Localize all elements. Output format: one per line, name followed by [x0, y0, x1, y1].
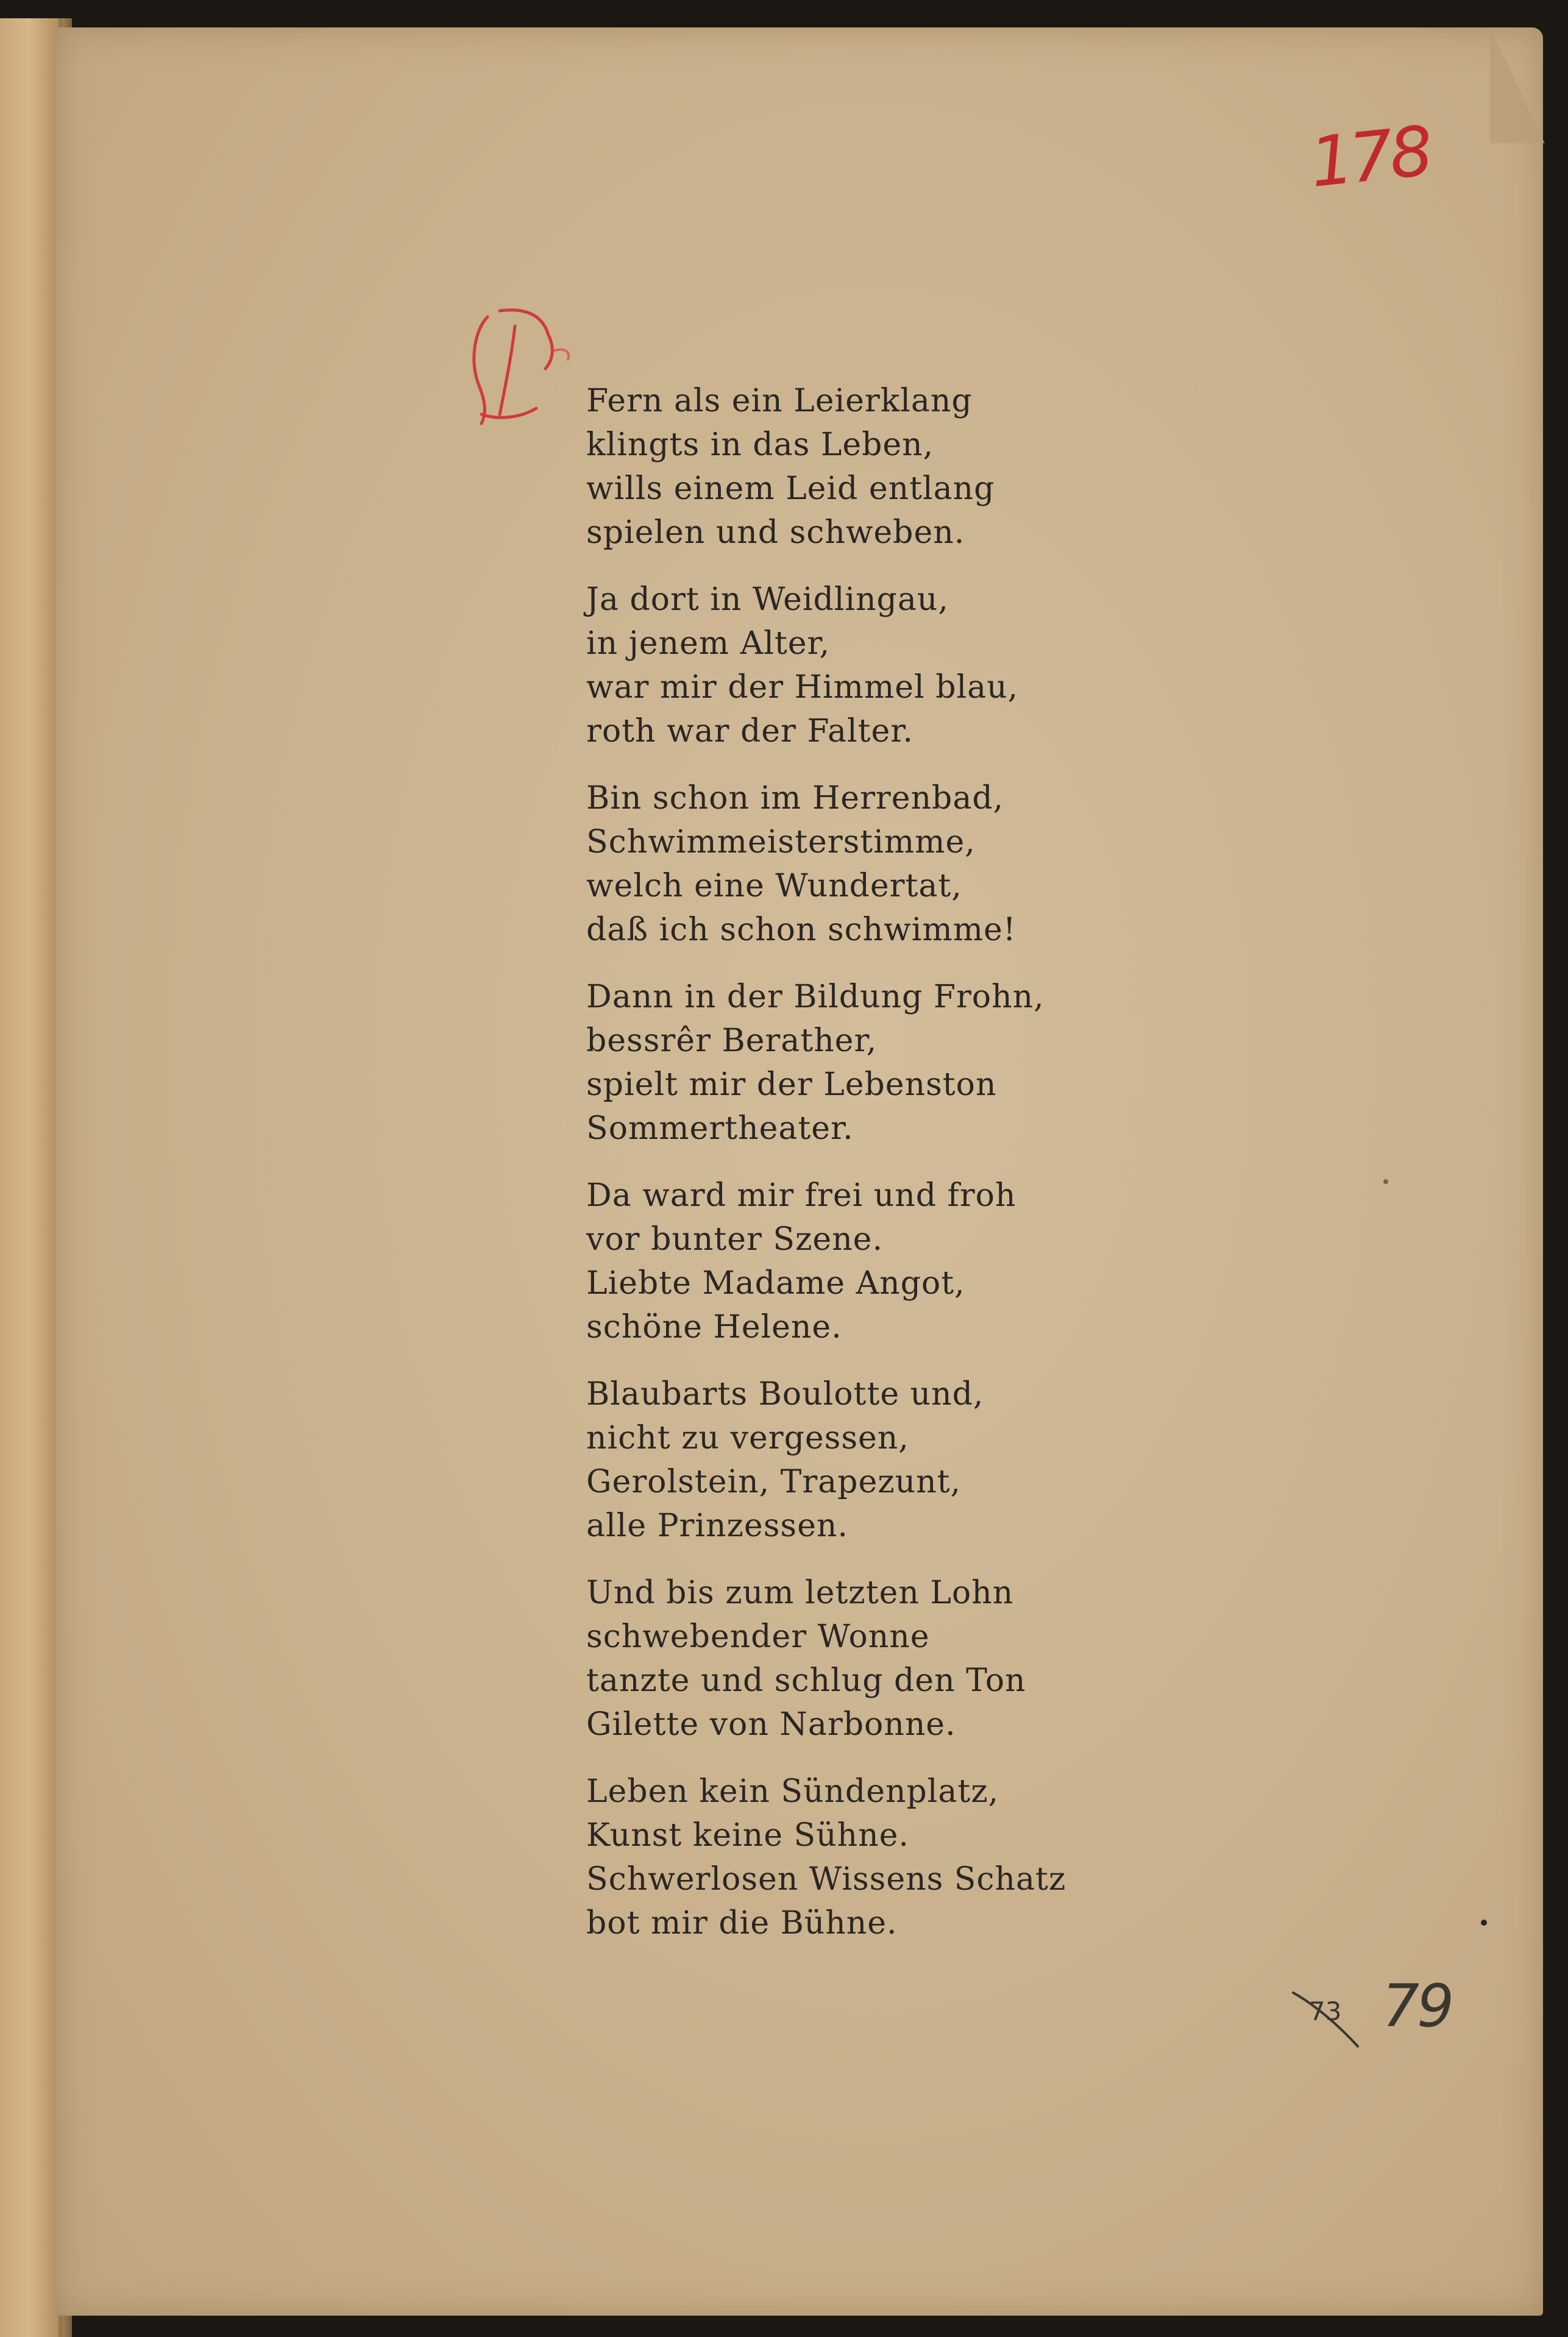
poem-line: Und bis zum letzten Lohn: [586, 1575, 1014, 1611]
stanza: [586, 1372, 1123, 1548]
poem-line: daß ich schon schwimme!: [586, 912, 1016, 948]
stanza: [586, 975, 1123, 1151]
poem-line: Gerolstein, Trapezunt,: [586, 1464, 962, 1500]
poem-line: Schwimmeisterstimme,: [586, 824, 976, 860]
ink-speck: [1383, 1179, 1388, 1184]
poem-line: Leben kein Sündenplatz,: [586, 1773, 999, 1810]
poem-line: war mir der Himmel blau,: [586, 669, 1019, 706]
poem-line: bessrêr Berather,: [586, 1023, 878, 1059]
stanza: [586, 578, 1123, 753]
poem-line: in jenem Alter,: [586, 625, 831, 662]
poem-line: roth war der Falter.: [586, 713, 913, 750]
poem-line: welch eine Wundertat,: [586, 868, 962, 904]
stanza: [586, 776, 1123, 952]
poem-line: Bin schon im Herrenbad,: [586, 780, 1004, 817]
handwritten-page-number: 79: [1382, 1972, 1452, 2040]
poem-line: Dann in der Bildung Frohn,: [586, 979, 1045, 1015]
poem-line: Liebte Madame Angot,: [586, 1265, 965, 1302]
stanza: [586, 1571, 1123, 1747]
poem-line: klingts in das Leben,: [586, 427, 934, 463]
poem-line: schwebender Wonne: [586, 1619, 930, 1655]
poem-line: spielen und schweben.: [586, 514, 965, 551]
poem-line: Gilette von Narbonne.: [586, 1706, 956, 1743]
poem-line: alle Prinzessen.: [586, 1508, 848, 1544]
poem-line: Ja dort in Weidlingau,: [586, 581, 949, 618]
printed-page-number: 73: [1309, 1996, 1342, 2026]
stanza: [586, 1174, 1123, 1349]
poem-line: wills einem Leid entlang: [586, 470, 995, 507]
poem-line: spielt mir der Lebenston: [586, 1066, 997, 1103]
poem-line: Da ward mir frei und froh: [586, 1177, 1016, 1214]
red-margin-mark-icon: [463, 293, 573, 439]
poem-line: bot mir die Bühne.: [586, 1905, 898, 1942]
poem: [586, 379, 1123, 1968]
stanza: [586, 1770, 1123, 1945]
poem-line: schöne Helene.: [586, 1309, 842, 1346]
ink-speck: [1481, 1920, 1487, 1926]
stanza: [586, 379, 1123, 555]
poem-line: Schwerlosen Wissens Schatz: [586, 1861, 1066, 1898]
poem-line: nicht zu vergessen,: [586, 1420, 909, 1456]
poem-line: tanzte und schlug den Ton: [586, 1662, 1026, 1699]
poem-line: Fern als ein Leierklang: [586, 383, 973, 419]
pencil-page-numbers: [1291, 1968, 1452, 2048]
poem-line: vor bunter Szene.: [586, 1221, 883, 1258]
red-folio-number: 178: [1306, 112, 1433, 204]
poem-line: Kunst keine Sühne.: [586, 1817, 909, 1854]
poem-line: Sommertheater.: [586, 1110, 854, 1147]
poem-line: Blaubarts Boulotte und,: [586, 1376, 984, 1413]
